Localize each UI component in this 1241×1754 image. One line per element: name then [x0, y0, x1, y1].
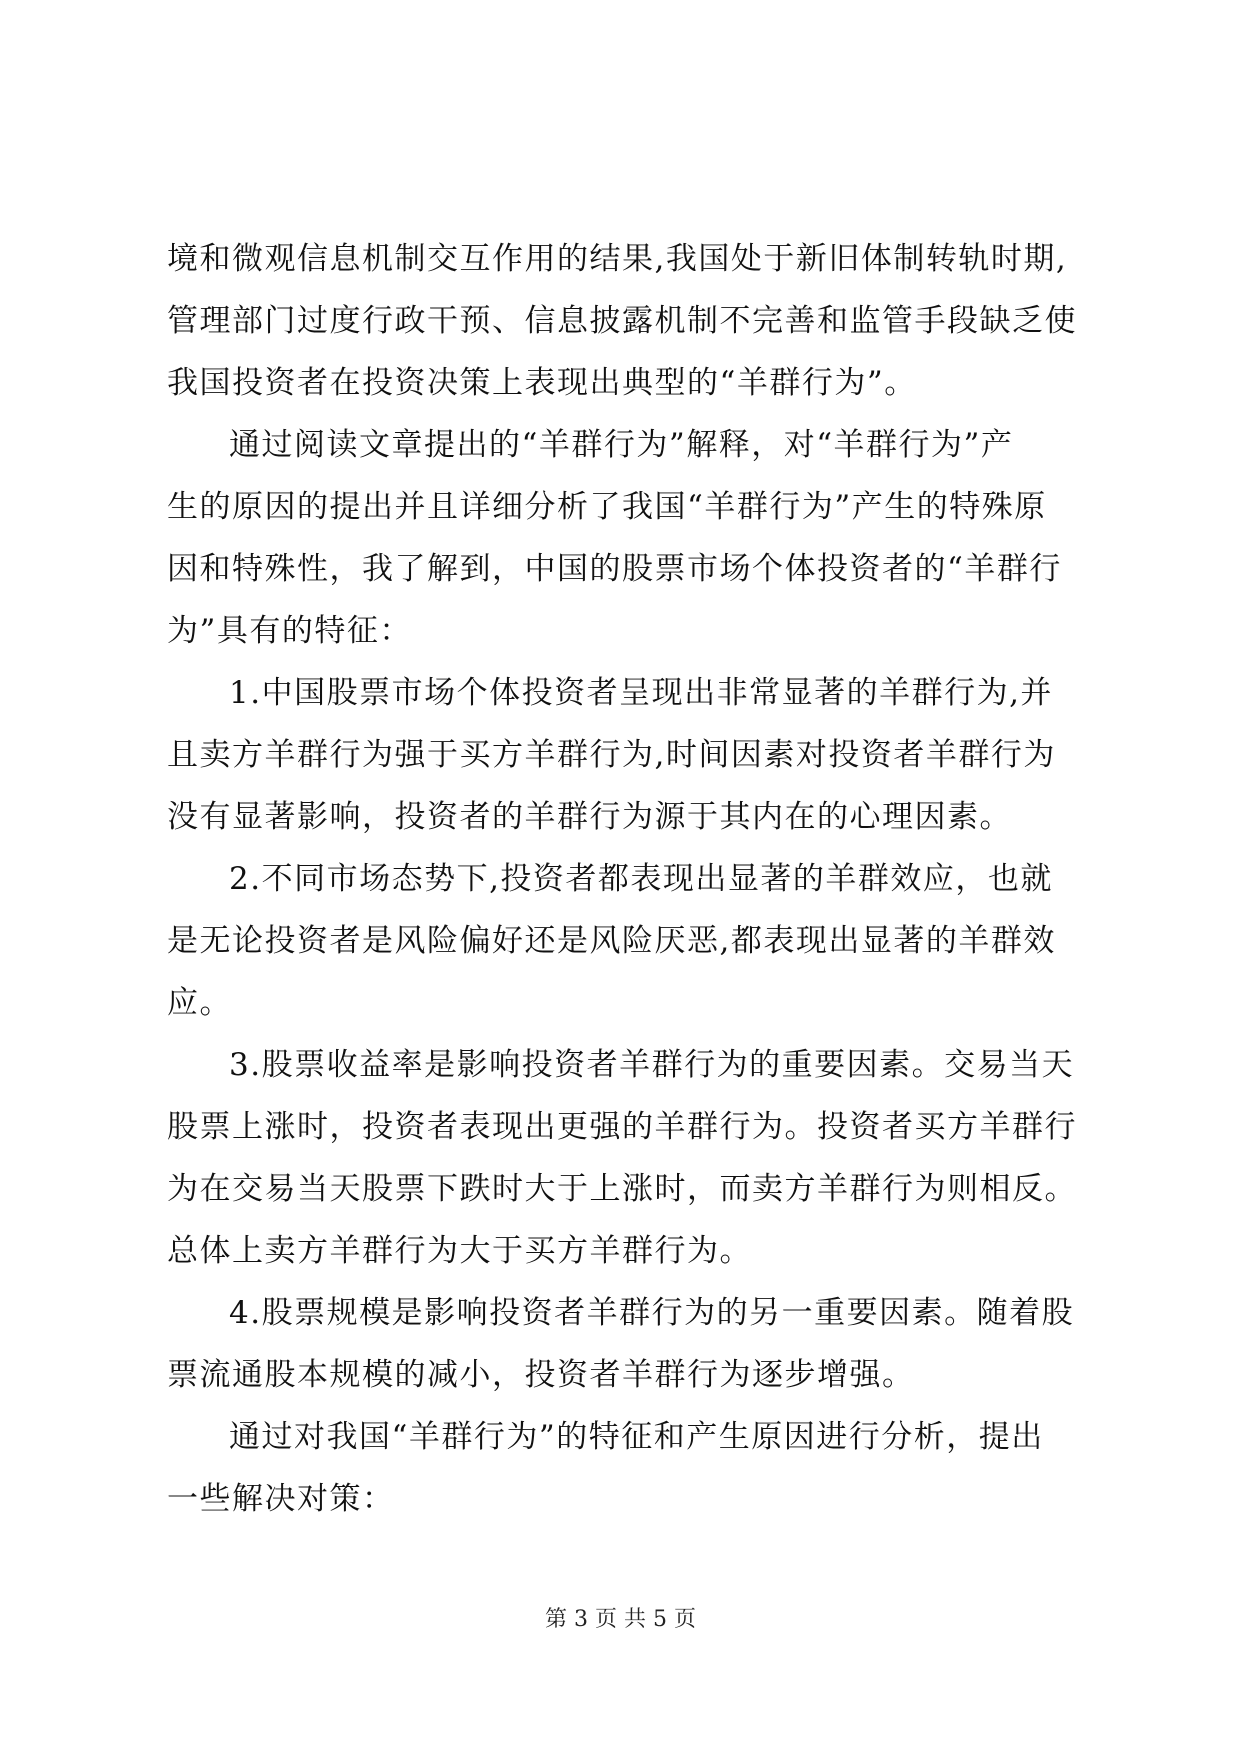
text-line: 总体上卖方羊群行为大于买方羊群行为。	[167, 1233, 752, 1269]
text-line: 通过对我国“羊群行为”的特征和产生原因进行分析，提出	[229, 1419, 1044, 1455]
text-line: 境和微观信息机制交互作用的结果,我国处于新旧体制转轨时期,	[167, 241, 1068, 277]
text-line: 生的原因的提出并且详细分析了我国“羊群行为”产生的特殊原	[167, 489, 1047, 525]
body-text	[167, 228, 1097, 1530]
text-line: 为在交易当天股票下跌时大于上涨时，而卖方羊群行为则相反。	[167, 1171, 1077, 1207]
text-line: 因和特殊性，我了解到，中国的股票市场个体投资者的“羊群行	[167, 551, 1062, 587]
text-line: 一些解决对策：	[167, 1481, 395, 1517]
text-line: 2.不同市场态势下,投资者都表现出显著的羊群效应，也就	[229, 861, 1053, 897]
text-line: 3.股票收益率是影响投资者羊群行为的重要因素。交易当天	[229, 1047, 1075, 1083]
text-line: 是无论投资者是风险偏好还是风险厌恶,都表现出显著的羊群效	[167, 923, 1056, 959]
text-line: 管理部门过度行政干预、信息披露机制不完善和监管手段缺乏使	[167, 303, 1077, 339]
text-line: 4.股票规模是影响投资者羊群行为的另一重要因素。随着股	[229, 1295, 1075, 1331]
text-line: 股票上涨时，投资者表现出更强的羊群行为。投资者买方羊群行	[167, 1109, 1077, 1145]
text-line: 为”具有的特征：	[167, 613, 412, 649]
text-line: 且卖方羊群行为强于买方羊群行为,时间因素对投资者羊群行为	[167, 737, 1056, 773]
page-footer: 第 3 页 共 5 页	[545, 1607, 696, 1632]
text-line: 我国投资者在投资决策上表现出典型的“羊群行为”。	[167, 365, 917, 401]
text-line: 没有显著影响，投资者的羊群行为源于其内在的心理因素。	[167, 799, 1012, 835]
text-line: 通过阅读文章提出的“羊群行为”解释，对“羊群行为”产	[229, 427, 1014, 463]
text-line: 票流通股本规模的减小，投资者羊群行为逐步增强。	[167, 1357, 915, 1393]
text-line: 应。	[167, 985, 232, 1021]
text-line: 1.中国股票市场个体投资者呈现出非常显著的羊群行为,并	[229, 675, 1053, 711]
